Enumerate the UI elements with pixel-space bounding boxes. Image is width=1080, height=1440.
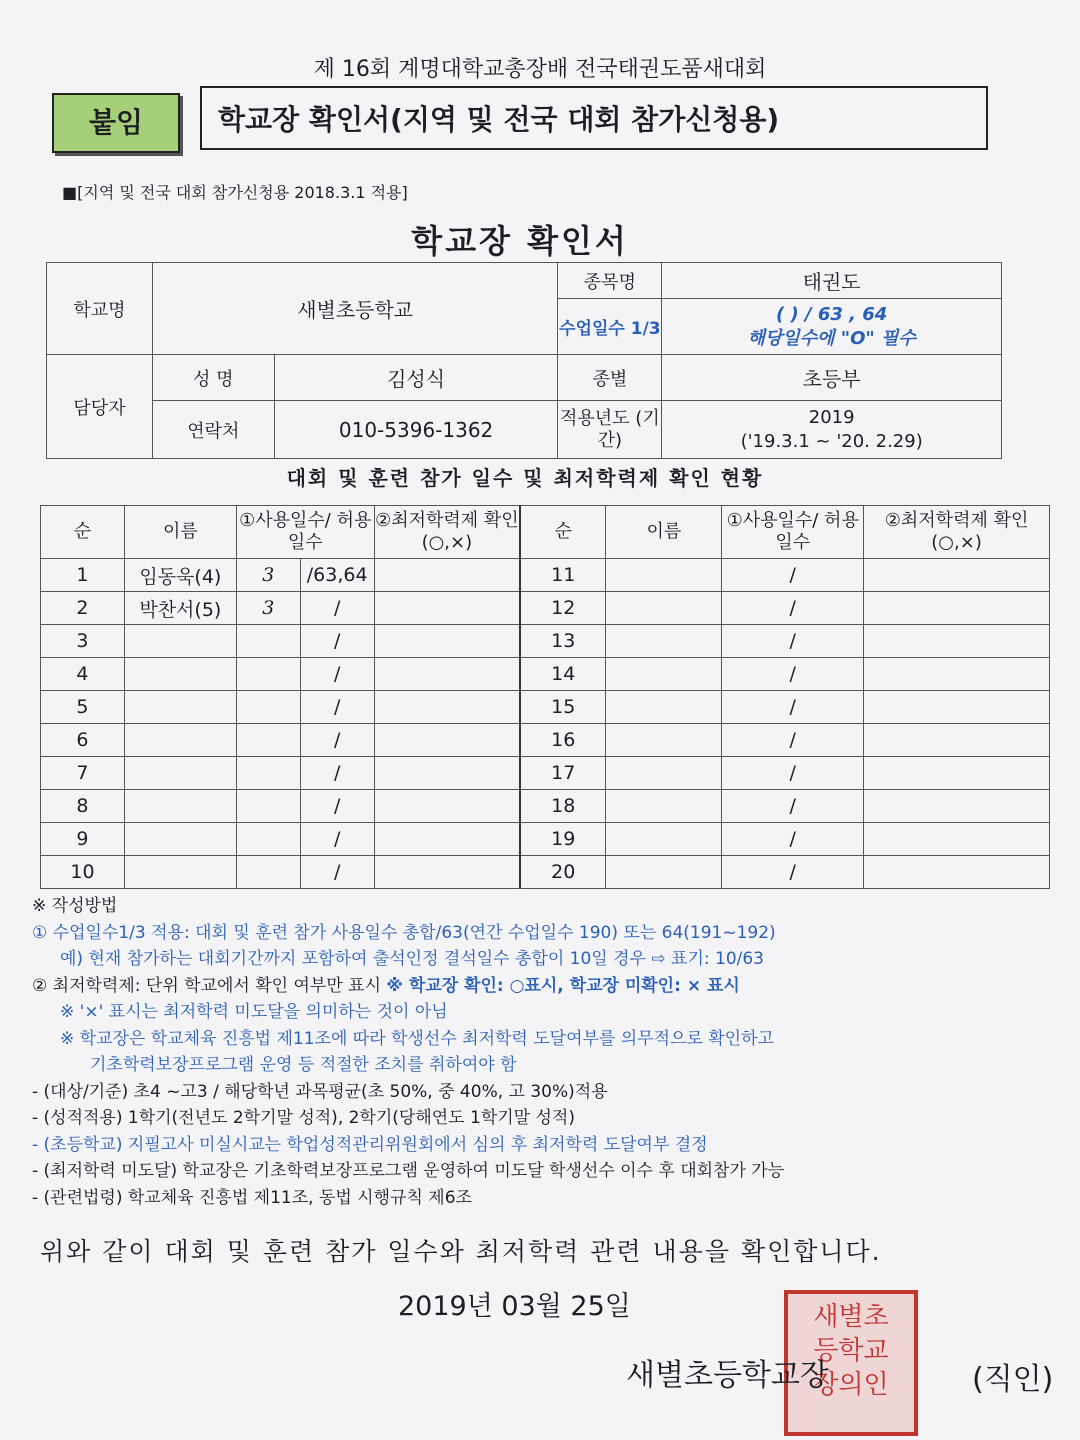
row-days-right: /	[722, 790, 864, 823]
table-row	[41, 559, 1050, 592]
row-no: 7	[41, 757, 125, 790]
table-row	[41, 625, 1050, 658]
col-days-right: ①사용일수/ 허용일수	[722, 506, 864, 559]
row-used-days	[236, 625, 300, 658]
row-min-right	[864, 724, 1050, 757]
writing-guide	[32, 893, 784, 1211]
row-name-right	[606, 757, 722, 790]
row-min-right	[864, 823, 1050, 856]
name-label: 성 명	[152, 355, 274, 401]
participation-title: 대회 및 훈련 참가 일수 및 최저학력제 확인 현황	[286, 466, 764, 490]
row-days-right: /	[722, 658, 864, 691]
confirmation-statement: 위와 같이 대회 및 훈련 참가 일수와 최저학력 관련 내용을 확인합니다.	[40, 1237, 882, 1266]
guide-note-1a-text: 수업일수1/3 적용: 대회 및 훈련 참가 사용일수 총합/63(연간 수업일수 190) 또는 64(191~192)	[52, 922, 776, 943]
row-min-check	[374, 691, 520, 724]
row-name-right	[606, 592, 722, 625]
row-used-days	[236, 724, 300, 757]
official-seal: 새별초 등학교 장의인	[784, 1290, 918, 1436]
contact-label: 연락처	[152, 401, 274, 459]
row-days-right: /	[722, 691, 864, 724]
class-days-note: 해당일수에 "O" 필수	[747, 327, 916, 349]
row-name: 임동욱(4)	[124, 559, 236, 592]
row-no-right: 15	[520, 691, 606, 724]
row-days-right: /	[722, 724, 864, 757]
class-days-value: ( ) / 63 , 64	[776, 303, 888, 325]
row-days-right: /	[722, 592, 864, 625]
row-used-days	[236, 856, 300, 889]
row-name	[124, 823, 236, 856]
signer-name: 새별초등학교장	[626, 1358, 829, 1393]
col-min-right: ②최저학력제 확인(○,×)	[864, 506, 1050, 559]
guide-mark-1: ①	[32, 922, 48, 943]
row-no: 2	[41, 592, 125, 625]
guide-note-2a: 최저학력제: 단위 학교에서 확인 여부만 표시	[52, 975, 381, 996]
applicability-note: ■[지역 및 전국 대회 참가신청용 2018.3.1 적용]	[62, 183, 408, 202]
row-no: 3	[41, 625, 125, 658]
school-value: 새별초등학교	[152, 263, 558, 355]
row-min-check	[374, 559, 520, 592]
row-used-days	[236, 658, 300, 691]
row-no-right: 19	[520, 823, 606, 856]
row-used-days	[236, 823, 300, 856]
year-value: 2019	[808, 406, 855, 428]
row-no: 4	[41, 658, 125, 691]
document-title: 학교장 확인서	[411, 222, 629, 260]
basic-info-table	[46, 262, 1002, 459]
school-label: 학교명	[47, 263, 153, 355]
col-days: ①사용일수/ 허용일수	[236, 506, 374, 559]
row-days-right: /	[722, 856, 864, 889]
row-allowed-days: /	[300, 691, 374, 724]
table-row	[41, 823, 1050, 856]
row-allowed-days: /	[300, 658, 374, 691]
row-min-right	[864, 757, 1050, 790]
table-row	[41, 790, 1050, 823]
guide-detail-4: - (최저학력 미도달) 학교장은 기초학력보장프로그램 운영하여 미도달 학생선수 이수 후 대회참가 가능	[32, 1161, 785, 1181]
row-no-right: 17	[520, 757, 606, 790]
row-used-days: 3	[236, 592, 300, 625]
table-row	[41, 856, 1050, 889]
row-days-right: /	[722, 559, 864, 592]
row-days-right: /	[722, 823, 864, 856]
row-no: 5	[41, 691, 125, 724]
row-no: 8	[41, 790, 125, 823]
row-min-check	[374, 823, 520, 856]
row-days-right: /	[722, 757, 864, 790]
row-allowed-days: /	[300, 823, 374, 856]
row-allowed-days: /	[300, 790, 374, 823]
row-no-right: 18	[520, 790, 606, 823]
issue-date: 2019년 03월 25일	[398, 1291, 631, 1322]
row-name	[124, 724, 236, 757]
row-allowed-days: /	[300, 724, 374, 757]
contact-value: 010-5396-1362	[274, 401, 558, 459]
guide-note-1a	[32, 920, 784, 947]
table-row	[41, 724, 1050, 757]
row-allowed-days: /	[300, 625, 374, 658]
row-no-right: 20	[520, 856, 606, 889]
guide-detail-5: - (관련법령) 학교체육 진흥법 제11조, 동법 시행규칙 제6조	[32, 1187, 472, 1208]
row-min-right	[864, 658, 1050, 691]
row-min-check	[374, 592, 520, 625]
document-heading: 학교장 확인서(지역 및 전국 대회 참가신청용)	[200, 86, 988, 150]
year-label: 적용년도 (기간)	[558, 401, 662, 459]
row-name	[124, 757, 236, 790]
row-used-days	[236, 790, 300, 823]
table-row	[41, 691, 1050, 724]
guide-detail-2: - (성적적용) 1학기(전년도 2학기말 성적), 2학기(당해연도 1학기말 성적)	[32, 1108, 575, 1128]
row-name-right	[606, 823, 722, 856]
name-value: 김성식	[274, 355, 558, 401]
manager-label: 담당자	[47, 355, 153, 459]
row-no: 9	[41, 823, 125, 856]
division-label: 종별	[558, 355, 662, 401]
attachment-tag: 붙임	[52, 93, 180, 153]
row-min-right	[864, 856, 1050, 889]
guide-heading: ※ 작성방법	[32, 896, 118, 916]
row-name-right	[606, 691, 722, 724]
col-name: 이름	[124, 506, 236, 559]
guide-note-3: ※ '×' 표시는 최저학력 미도달을 의미하는 것이 아님	[60, 1002, 448, 1022]
row-name	[124, 691, 236, 724]
row-allowed-days: /63,64	[300, 559, 374, 592]
col-name-right: 이름	[606, 506, 722, 559]
row-name	[124, 658, 236, 691]
participation-table	[40, 505, 1050, 889]
class-days-label: 수업일수 1/3	[558, 299, 662, 355]
row-used-days	[236, 757, 300, 790]
row-name-right	[606, 559, 722, 592]
table-row	[41, 658, 1050, 691]
row-min-check	[374, 625, 520, 658]
year-cell	[662, 401, 1002, 459]
row-days-right: /	[722, 625, 864, 658]
class-days-cell	[662, 299, 1002, 355]
row-min-right	[864, 691, 1050, 724]
division-value: 초등부	[662, 355, 1002, 401]
event-value: 태권도	[662, 263, 1002, 299]
row-used-days: 3	[236, 559, 300, 592]
row-name	[124, 790, 236, 823]
row-no: 10	[41, 856, 125, 889]
row-min-right	[864, 625, 1050, 658]
competition-title: 제 16회 계명대학교총장배 전국태권도품새대회	[313, 57, 767, 82]
row-name	[124, 856, 236, 889]
row-min-check	[374, 856, 520, 889]
row-used-days	[236, 691, 300, 724]
row-no-right: 14	[520, 658, 606, 691]
guide-note-2	[32, 973, 784, 1000]
guide-mark-2: ②	[32, 975, 48, 996]
row-no: 6	[41, 724, 125, 757]
guide-note-1b: 예) 현재 참가하는 대회기간까지 포함하여 출석인정 결석일수 총합이 10일 경우 ⇨ 표기: 10/63	[60, 949, 764, 969]
row-no: 1	[41, 559, 125, 592]
event-label: 종목명	[558, 263, 662, 299]
row-no-right: 13	[520, 625, 606, 658]
guide-note-4a: ※ 학교장은 학교체육 진흥법 제11조에 따라 학생선수 최저학력 도달여부를 의무적으로 확인하고	[60, 1028, 774, 1049]
row-min-right	[864, 559, 1050, 592]
row-name: 박찬서(5)	[124, 592, 236, 625]
col-no: 순	[41, 506, 125, 559]
period-value: ('19.3.1 ~ '20. 2.29)	[740, 430, 923, 452]
guide-note-4b: 기초학력보장프로그램 운영 등 적절한 조치를 취하여야 함	[90, 1055, 517, 1075]
row-name-right	[606, 658, 722, 691]
guide-detail-1: - (대상/기준) 초4 ~고3 / 해당학년 과목평균(초 50%, 중 40%, 고 30%)적용	[32, 1081, 608, 1102]
row-no-right: 16	[520, 724, 606, 757]
col-no-right: 순	[520, 506, 606, 559]
row-min-right	[864, 790, 1050, 823]
row-min-right	[864, 592, 1050, 625]
row-name-right	[606, 790, 722, 823]
table-row	[41, 757, 1050, 790]
row-min-check	[374, 724, 520, 757]
row-no-right: 11	[520, 559, 606, 592]
col-min: ②최저학력제 확인(○,×)	[374, 506, 520, 559]
guide-note-2b: ※ 학교장 확인: ○표시, 학교장 미확인: × 표시	[386, 975, 740, 996]
row-allowed-days: /	[300, 856, 374, 889]
row-min-check	[374, 658, 520, 691]
row-no-right: 12	[520, 592, 606, 625]
row-allowed-days: /	[300, 757, 374, 790]
row-name-right	[606, 856, 722, 889]
row-min-check	[374, 790, 520, 823]
row-allowed-days: /	[300, 592, 374, 625]
guide-detail-3: - (초등학교) 지필고사 미실시교는 학업성적관리위원회에서 심의 후 최저학력 도달여부 결정	[32, 1134, 708, 1155]
row-name-right	[606, 724, 722, 757]
row-name	[124, 625, 236, 658]
seal-label: (직인)	[972, 1362, 1054, 1397]
row-name-right	[606, 625, 722, 658]
table-row	[41, 592, 1050, 625]
row-min-check	[374, 757, 520, 790]
